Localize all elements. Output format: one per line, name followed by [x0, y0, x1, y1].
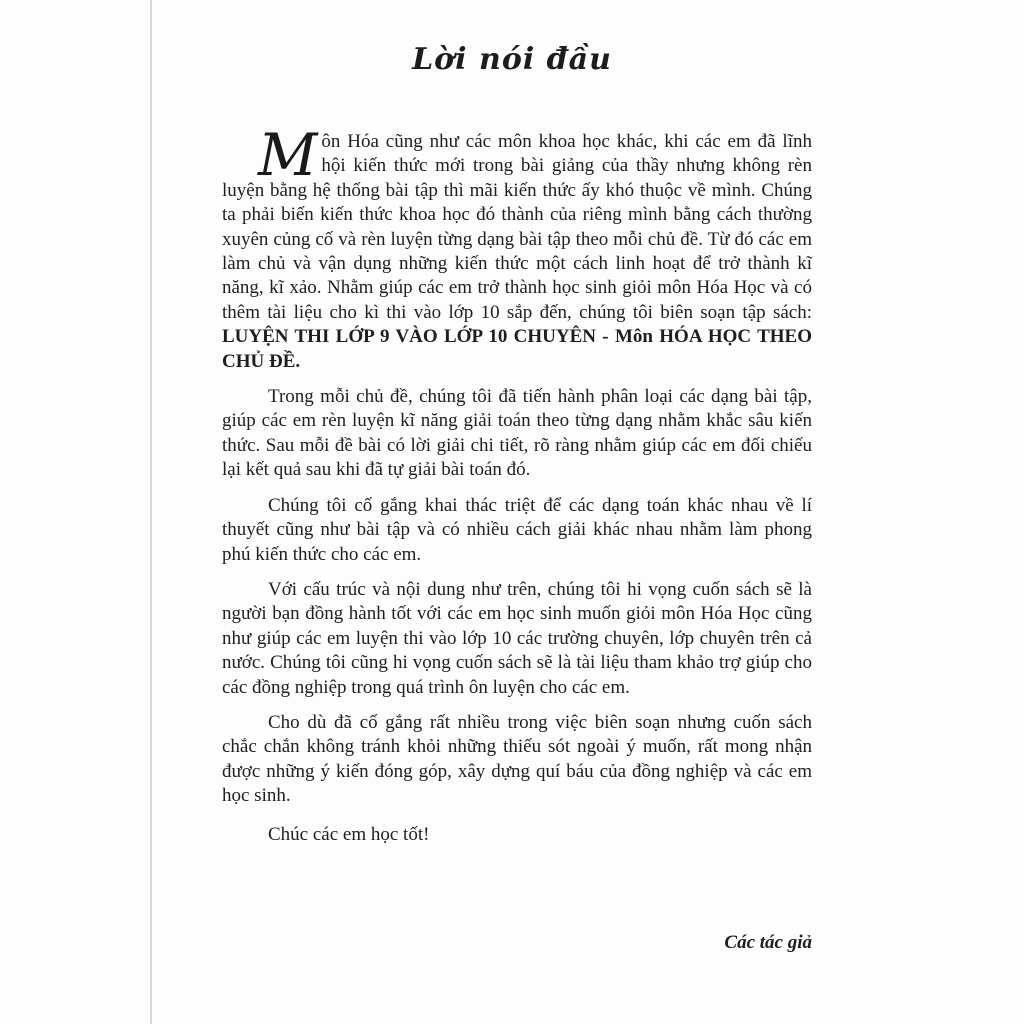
author-signature: Các tác giả	[724, 932, 812, 953]
page-title: Lời nói đầu	[412, 42, 612, 77]
preface-body	[222, 118, 812, 847]
paragraph-classification: Trong mỗi chủ đề, chúng tôi đã tiến hành phân loại các dạng bài tập, giúp các em rèn luyện kĩ năng giải toán theo từng dạng nhằm khắc sâu kiến thức. Sau mỗi đề bài có lời giải chi tiết, rõ ràng nhằm giúp các em đối chiếu lại kết quả sau khi đã tự giải bài toán đó.	[222, 386, 812, 481]
page-fold-line	[150, 0, 152, 1024]
drop-cap: M	[258, 121, 318, 189]
paragraph-methods: Chúng tôi cố gắng khai thác triệt để các dạng toán khác nhau về lí thuyết cũng như bài tập và có nhiều cách giải khác nhau nhằm làm phong phú kiến thức cho các em.	[222, 494, 812, 565]
paragraph-feedback: Cho dù đã cố gắng rất nhiều trong việc biên soạn nhưng cuốn sách chắc chắn không tránh khỏi những thiếu sót ngoài ý muốn, rất mong nhận được những ý kiến đóng góp, xây dựng quí báu của đồng nghiệp và các em học sinh.	[222, 711, 812, 807]
book-title: LUYỆN THI LỚP 9 VÀO LỚP 10 CHUYÊN - Môn HÓA HỌC THEO CHỦ ĐỀ.	[222, 326, 812, 372]
paragraph-hope: Với cấu trúc và nội dung như trên, chúng tôi hi vọng cuốn sách sẽ là người bạn đồng hành tốt với các em học sinh muốn giỏi môn Hóa Học cũng như giúp các em luyện thi vào lớp 10 các trường chuyên, lớp chuyên trên cả nước. Chúng tôi cũng hi vọng cuốn sách sẽ là tài liệu tham khảo trợ giúp cho các đồng nghiệp trong quá trình ôn luyện cho các em.	[222, 578, 812, 698]
closing-wish: Chúc các em học tốt!	[268, 823, 430, 845]
intro-paragraph	[222, 118, 812, 374]
intro-text: ôn Hóa cũng như các môn khoa học khác, khi các em đã lĩnh hội kiến thức mới trong bài giảng của thầy nhưng không rèn luyện bằng hệ thống bài tập thì mãi kiến thức ấy khó thuộc về mình. Chúng ta phải biến kiến thức khoa học đó thành của riêng mình bằng cách thường xuyên củng cố và rèn luyện từng dạng bài tập theo mỗi chủ đề. Từ đó các em làm chủ và vận dụng những kiến thức một cách linh hoạt để trở thành kĩ năng, kĩ xảo. Nhằm giúp các em trở thành học sinh giỏi môn Hóa Học và có thêm tài liệu cho kì thi vào lớp 10 sắp đến, chúng tôi biên soạn tập sách:	[222, 131, 812, 323]
